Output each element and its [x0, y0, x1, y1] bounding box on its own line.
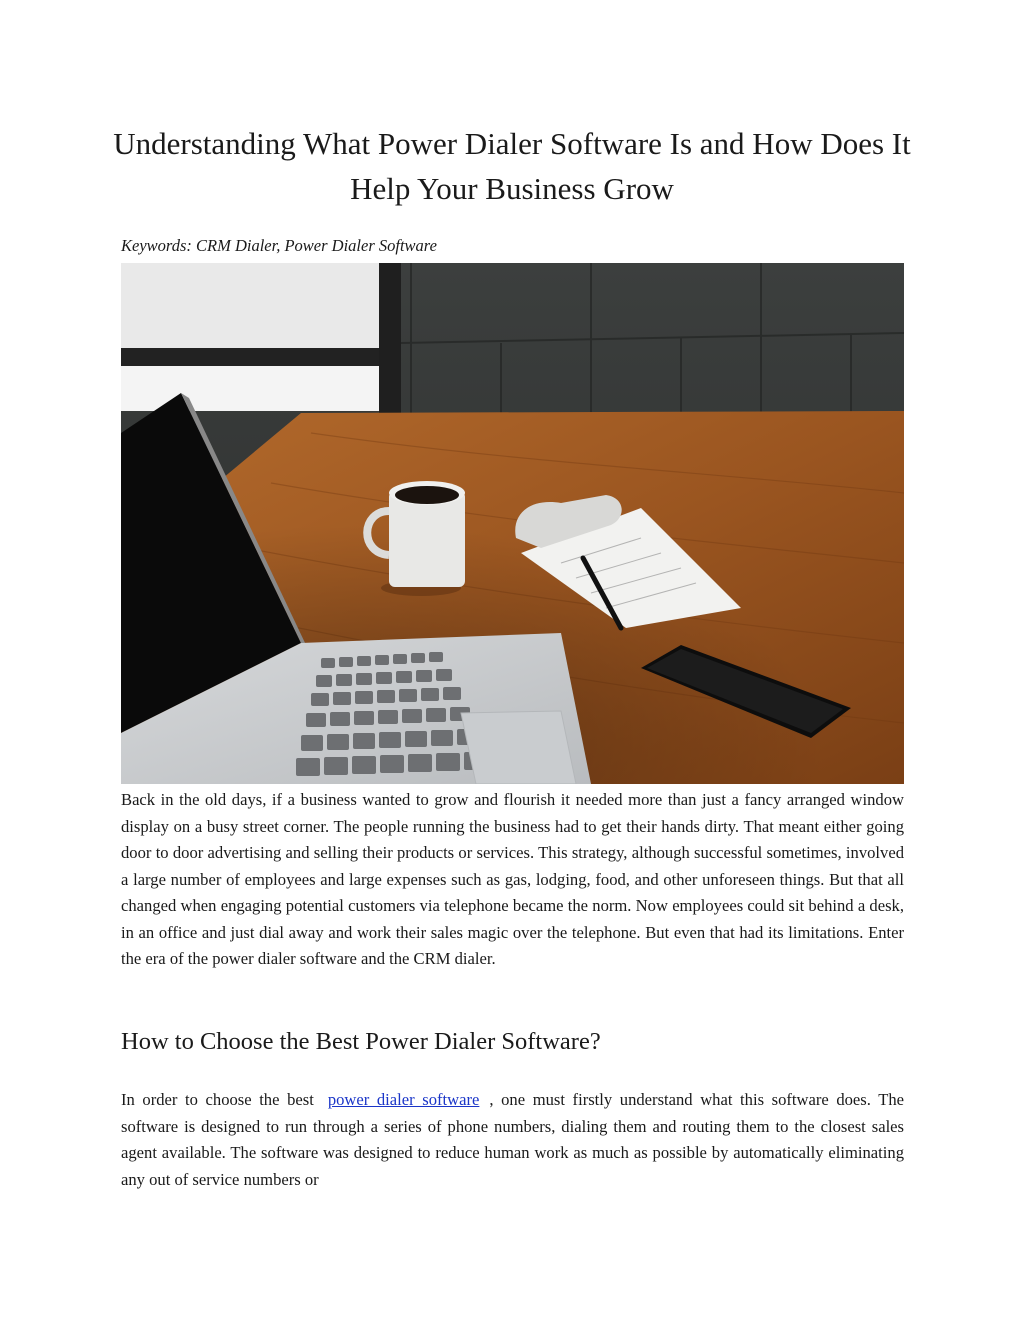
document-title: Understanding What Power Dialer Software Is and How Does It Help Your Business Grow	[113, 126, 911, 206]
intro-paragraph: Back in the old days, if a business wanted to grow and flourish it needed more than just a fancy arranged window display on a busy street corner. The people running the business had to get their hands dirty. That meant either going door to door advertising and selling their products or services. This strategy, although successful sometimes, involved a large number of employees and large expenses such as gas, lodging, food, and other unforeseen things. But that all changed when engaging potential customers via telephone became the norm. Now employees could sit behind a desk, in an office and just dial away and work their sales magic over the telephone. But even that had its limitations. Enter the era of the power dialer software and the CRM dialer.	[121, 790, 904, 968]
paragraph-text-before-link: In order to choose the best	[121, 1090, 314, 1109]
paragraph-text-after-link: , one must firstly understand what this software does. The software is designed to run through a series of phone numbers, dialing them and routing them to the closest sales agent available. The software was designed to reduce human work as much as possible by automatically eliminating any out of service numbers or	[121, 1090, 905, 1189]
power-dialer-software-link[interactable]: power dialer software	[327, 1090, 480, 1109]
keywords-line: Keywords: CRM Dialer, Power Dialer Software	[121, 236, 437, 255]
section-heading: How to Choose the Best Power Dialer Software?	[121, 1028, 601, 1055]
hero-photo-laptop-desk	[121, 263, 904, 784]
body-paragraph	[121, 1087, 904, 1193]
